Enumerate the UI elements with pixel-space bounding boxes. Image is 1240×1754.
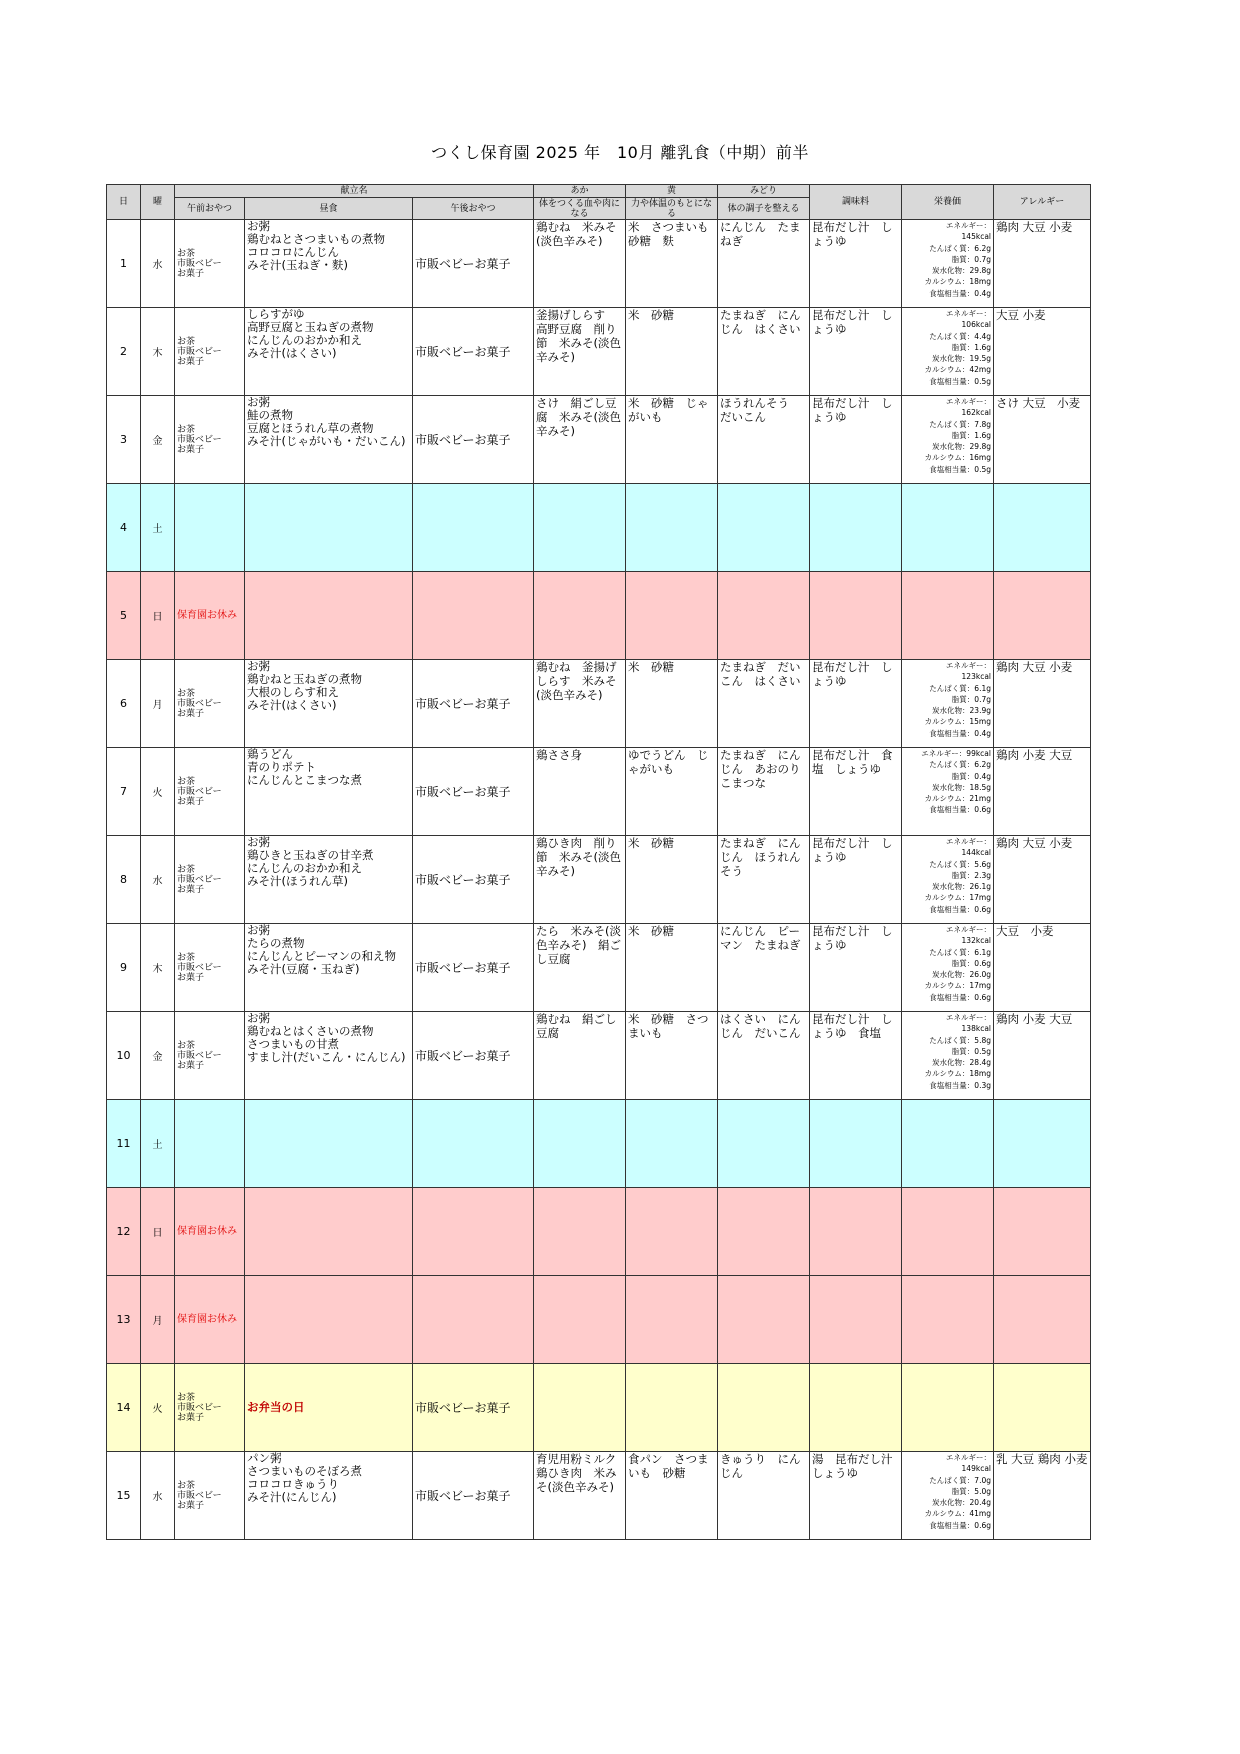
seasoning-cell: 昆布だし汁 しょうゆ (810, 308, 902, 396)
lunch-cell: お粥 たらの煮物 にんじんとピーマンの和え物 みそ汁(豆腐・玉ねぎ) (245, 924, 413, 1012)
yellow-group-cell: 米 砂糖 (626, 308, 718, 396)
header-red: あか (534, 185, 626, 198)
yellow-group-cell: 米 砂糖 じゃがいも (626, 396, 718, 484)
red-group-cell (534, 1276, 626, 1364)
weekday-cell: 水 (141, 1452, 175, 1540)
green-group-cell: にんじん たまねぎ (718, 220, 810, 308)
table-row (107, 1452, 1091, 1540)
header-afternoon-snack: 午後おやつ (413, 198, 534, 220)
lunch-cell (245, 1364, 413, 1452)
table-row (107, 1188, 1091, 1276)
weekday-cell: 金 (141, 396, 175, 484)
afternoon-snack-cell: 市販ベビーお菓子 (413, 836, 534, 924)
seasoning-cell (810, 572, 902, 660)
header-green: みどり (718, 185, 810, 198)
seasoning-cell: 昆布だし汁 しょうゆ (810, 220, 902, 308)
yellow-group-cell (626, 572, 718, 660)
table-row (107, 748, 1091, 836)
seasoning-cell (810, 1188, 902, 1276)
day-cell: 15 (107, 1452, 141, 1540)
seasoning-cell (810, 1276, 902, 1364)
green-group-cell: にんじん ピーマン たまねぎ (718, 924, 810, 1012)
morning-snack-cell (175, 484, 245, 572)
morning-snack-cell (175, 1276, 245, 1364)
table-row (107, 924, 1091, 1012)
red-group-cell (534, 572, 626, 660)
weekday-cell: 水 (141, 836, 175, 924)
lunch-cell: しらすがゆ 高野豆腐と玉ねぎの煮物 にんじんのおかか和え みそ汁(はくさい) (245, 308, 413, 396)
green-group-cell (718, 1364, 810, 1452)
day-cell: 12 (107, 1188, 141, 1276)
lunch-cell: お粥 鶏ひきと玉ねぎの甘辛煮 にんじんのおかか和え みそ汁(ほうれん草) (245, 836, 413, 924)
header-day: 日 (107, 185, 141, 220)
lunch-cell (245, 572, 413, 660)
table-row (107, 308, 1091, 396)
yellow-group-cell (626, 1364, 718, 1452)
day-cell: 13 (107, 1276, 141, 1364)
table-row (107, 1364, 1091, 1452)
table-row (107, 1100, 1091, 1188)
table-row (107, 836, 1091, 924)
afternoon-snack-cell (413, 572, 534, 660)
lunch-cell (245, 1276, 413, 1364)
day-cell: 7 (107, 748, 141, 836)
morning-snack-cell: お茶 市販ベビー お菓子 (175, 220, 245, 308)
menu-table (106, 184, 1091, 1540)
page-title: つくし保育園 2025 年 10月 離乳食（中期）前半 (431, 143, 809, 162)
afternoon-snack-cell: 市販ベビーお菓子 (413, 396, 534, 484)
allergy-cell: 鶏肉 大豆 小麦 (994, 836, 1091, 924)
allergy-cell: 鶏肉 小麦 大豆 (994, 1012, 1091, 1100)
yellow-group-cell: 米 砂糖 さつまいも (626, 1012, 718, 1100)
nutrition-cell: エネルギー： 132kcal たんぱく質：6.1g 脂質：0.6g 炭水化物：26.0g カルシウム：17mg 食塩相当量：0.6g (902, 924, 994, 1012)
morning-snack-cell: お茶 市販ベビー お菓子 (175, 1012, 245, 1100)
day-cell: 8 (107, 836, 141, 924)
yellow-group-cell (626, 1100, 718, 1188)
allergy-cell (994, 484, 1091, 572)
afternoon-snack-cell: 市販ベビーお菓子 (413, 1452, 534, 1540)
red-group-cell (534, 484, 626, 572)
allergy-cell (994, 1364, 1091, 1452)
lunch-cell: パン粥 さつまいものそぼろ煮 コロコロきゅうり みそ汁(にんじん) (245, 1452, 413, 1540)
yellow-group-cell: 米 さつまいも 砂糖 麩 (626, 220, 718, 308)
seasoning-cell: 昆布だし汁 しょうゆ (810, 836, 902, 924)
afternoon-snack-cell: 市販ベビーお菓子 (413, 660, 534, 748)
nutrition-cell: エネルギー： 138kcal たんぱく質：5.8g 脂質：0.5g 炭水化物：28.4g カルシウム：18mg 食塩相当量：0.3g (902, 1012, 994, 1100)
weekday-cell: 月 (141, 1276, 175, 1364)
afternoon-snack-cell: 市販ベビーお菓子 (413, 748, 534, 836)
weekday-cell: 木 (141, 924, 175, 1012)
green-group-cell: はくさい にんじん だいこん (718, 1012, 810, 1100)
yellow-group-cell: 米 砂糖 (626, 660, 718, 748)
nutrition-cell: エネルギー： 106kcal たんぱく質：4.4g 脂質：1.6g 炭水化物：19.5g カルシウム：42mg 食塩相当量：0.5g (902, 308, 994, 396)
header-green-sub: 体の調子を整える (718, 198, 810, 220)
bento-day-label: お弁当の日 (247, 1400, 305, 1414)
weekday-cell: 木 (141, 308, 175, 396)
morning-snack-cell: お茶 市販ベビー お菓子 (175, 308, 245, 396)
seasoning-cell: 昆布だし汁 しょうゆ 食塩 (810, 1012, 902, 1100)
green-group-cell (718, 572, 810, 660)
green-group-cell (718, 484, 810, 572)
weekday-cell: 火 (141, 748, 175, 836)
allergy-cell (994, 1276, 1091, 1364)
table-row (107, 220, 1091, 308)
seasoning-cell: 昆布だし汁 しょうゆ (810, 396, 902, 484)
nutrition-cell: エネルギー： 144kcal たんぱく質：5.6g 脂質：2.3g 炭水化物：26.1g カルシウム：17mg 食塩相当量：0.6g (902, 836, 994, 924)
day-cell: 2 (107, 308, 141, 396)
day-cell: 11 (107, 1100, 141, 1188)
red-group-cell (534, 1364, 626, 1452)
lunch-cell (245, 484, 413, 572)
seasoning-cell: 昆布だし汁 しょうゆ (810, 924, 902, 1012)
nutrition-cell: エネルギー： 123kcal たんぱく質：6.1g 脂質：0.7g 炭水化物：23.9g カルシウム：15mg 食塩相当量：0.4g (902, 660, 994, 748)
day-cell: 3 (107, 396, 141, 484)
table-row (107, 484, 1091, 572)
afternoon-snack-cell: 市販ベビーお菓子 (413, 1012, 534, 1100)
allergy-cell (994, 1188, 1091, 1276)
green-group-cell: たまねぎ にんじん あおのり こまつな (718, 748, 810, 836)
nutrition-cell (902, 1100, 994, 1188)
morning-snack-cell (175, 1100, 245, 1188)
nutrition-cell (902, 1364, 994, 1452)
morning-snack-cell: お茶 市販ベビー お菓子 (175, 660, 245, 748)
green-group-cell: たまねぎ にんじん はくさい (718, 308, 810, 396)
afternoon-snack-cell (413, 484, 534, 572)
header-nutrition: 栄養価 (902, 185, 994, 220)
header-morning-snack: 午前おやつ (175, 198, 245, 220)
allergy-cell: 乳 大豆 鶏肉 小麦 (994, 1452, 1091, 1540)
morning-snack-cell: お茶 市販ベビー お菓子 (175, 1452, 245, 1540)
header-yellow-sub: 力や体温のもとになる (626, 198, 718, 220)
green-group-cell: きゅうり にんじん (718, 1452, 810, 1540)
green-group-cell: ほうれんそう だいこん (718, 396, 810, 484)
yellow-group-cell (626, 1276, 718, 1364)
day-cell: 10 (107, 1012, 141, 1100)
yellow-group-cell: ゆでうどん じゃがいも (626, 748, 718, 836)
header-red-sub: 体をつくる血や肉になる (534, 198, 626, 220)
header-lunch: 昼食 (245, 198, 413, 220)
afternoon-snack-cell: 市販ベビーお菓子 (413, 220, 534, 308)
allergy-cell: 大豆 小麦 (994, 924, 1091, 1012)
afternoon-snack-cell (413, 1100, 534, 1188)
header-yellow: 黄 (626, 185, 718, 198)
yellow-group-cell: 食パン さつまいも 砂糖 (626, 1452, 718, 1540)
header-menu-group: 献立名 (175, 185, 534, 198)
red-group-cell (534, 1188, 626, 1276)
seasoning-cell (810, 484, 902, 572)
nutrition-cell: エネルギー： 149kcal たんぱく質：7.0g 脂質：5.0g 炭水化物：20.4g カルシウム：41mg 食塩相当量：0.6g (902, 1452, 994, 1540)
red-group-cell: 釜揚げしらす 高野豆腐 削り節 米みそ(淡色辛みそ) (534, 308, 626, 396)
nutrition-cell (902, 572, 994, 660)
holiday-note: 保育園お休み (177, 1225, 237, 1237)
nutrition-cell: エネルギー： 162kcal たんぱく質：7.8g 脂質：1.6g 炭水化物：29.8g カルシウム：16mg 食塩相当量：0.5g (902, 396, 994, 484)
yellow-group-cell: 米 砂糖 (626, 836, 718, 924)
lunch-cell: 鶏うどん 青のりポテト にんじんとこまつな煮 (245, 748, 413, 836)
morning-snack-cell: お茶 市販ベビー お菓子 (175, 748, 245, 836)
red-group-cell: 鶏ひき肉 削り節 米みそ(淡色辛みそ) (534, 836, 626, 924)
red-group-cell: たら 米みそ(淡色辛みそ) 絹ごし豆腐 (534, 924, 626, 1012)
red-group-cell: さけ 絹ごし豆腐 米みそ(淡色辛みそ) (534, 396, 626, 484)
table-row (107, 1012, 1091, 1100)
weekday-cell: 火 (141, 1364, 175, 1452)
seasoning-cell (810, 1364, 902, 1452)
afternoon-snack-cell: 市販ベビーお菓子 (413, 308, 534, 396)
day-cell: 6 (107, 660, 141, 748)
seasoning-cell: 昆布だし汁 しょうゆ (810, 660, 902, 748)
allergy-cell: 鶏肉 小麦 大豆 (994, 748, 1091, 836)
weekday-cell: 日 (141, 1188, 175, 1276)
weekday-cell: 土 (141, 1100, 175, 1188)
yellow-group-cell (626, 1188, 718, 1276)
lunch-cell: お粥 鶏むねとはくさいの煮物 さつまいもの甘煮 すまし汁(だいこん・にんじん) (245, 1012, 413, 1100)
morning-snack-cell: お茶 市販ベビー お菓子 (175, 836, 245, 924)
afternoon-snack-cell (413, 1276, 534, 1364)
red-group-cell (534, 1100, 626, 1188)
allergy-cell: 鶏肉 大豆 小麦 (994, 220, 1091, 308)
morning-snack-cell (175, 1188, 245, 1276)
lunch-cell: お粥 鶏むねとさつまいもの煮物 コロコロにんじん みそ汁(玉ねぎ・麩) (245, 220, 413, 308)
day-cell: 5 (107, 572, 141, 660)
weekday-cell: 日 (141, 572, 175, 660)
seasoning-cell (810, 1100, 902, 1188)
afternoon-snack-cell (413, 1188, 534, 1276)
green-group-cell (718, 1188, 810, 1276)
green-group-cell: たまねぎ だいこん はくさい (718, 660, 810, 748)
weekday-cell: 月 (141, 660, 175, 748)
allergy-cell: さけ 大豆 小麦 (994, 396, 1091, 484)
nutrition-cell (902, 1188, 994, 1276)
header-seasoning: 調味料 (810, 185, 902, 220)
nutrition-cell (902, 484, 994, 572)
afternoon-snack-cell: 市販ベビーお菓子 (413, 1364, 534, 1452)
allergy-cell (994, 1100, 1091, 1188)
day-cell: 14 (107, 1364, 141, 1452)
red-group-cell: 鶏むね 米みそ(淡色辛みそ) (534, 220, 626, 308)
lunch-cell: お粥 鶏むねと玉ねぎの煮物 大根のしらす和え みそ汁(はくさい) (245, 660, 413, 748)
day-cell: 4 (107, 484, 141, 572)
holiday-note: 保育園お休み (177, 1313, 237, 1325)
lunch-cell: お粥 鮭の煮物 豆腐とほうれん草の煮物 みそ汁(じゃがいも・だいこん) (245, 396, 413, 484)
morning-snack-cell: お茶 市販ベビー お菓子 (175, 924, 245, 1012)
allergy-cell (994, 572, 1091, 660)
table-row (107, 660, 1091, 748)
seasoning-cell: 湯 昆布だし汁 しょうゆ (810, 1452, 902, 1540)
red-group-cell: 鶏むね 釜揚げしらす 米みそ(淡色辛みそ) (534, 660, 626, 748)
morning-snack-cell (175, 572, 245, 660)
red-group-cell: 鶏むね 絹ごし豆腐 (534, 1012, 626, 1100)
green-group-cell: たまねぎ にんじん ほうれんそう (718, 836, 810, 924)
table-row (107, 1276, 1091, 1364)
afternoon-snack-cell: 市販ベビーお菓子 (413, 924, 534, 1012)
day-cell: 9 (107, 924, 141, 1012)
lunch-cell (245, 1188, 413, 1276)
lunch-cell (245, 1100, 413, 1188)
table-row (107, 572, 1091, 660)
weekday-cell: 水 (141, 220, 175, 308)
yellow-group-cell (626, 484, 718, 572)
nutrition-cell: エネルギー： 145kcal たんぱく質：6.2g 脂質：0.7g 炭水化物：29.8g カルシウム：18mg 食塩相当量：0.4g (902, 220, 994, 308)
green-group-cell (718, 1100, 810, 1188)
seasoning-cell: 昆布だし汁 食塩 しょうゆ (810, 748, 902, 836)
red-group-cell: 育児用粉ミルク 鶏ひき肉 米みそ(淡色辛みそ) (534, 1452, 626, 1540)
day-cell: 1 (107, 220, 141, 308)
table-row (107, 396, 1091, 484)
morning-snack-cell: お茶 市販ベビー お菓子 (175, 1364, 245, 1452)
holiday-note: 保育園お休み (177, 609, 237, 621)
red-group-cell: 鶏ささ身 (534, 748, 626, 836)
allergy-cell: 大豆 小麦 (994, 308, 1091, 396)
nutrition-cell (902, 1276, 994, 1364)
weekday-cell: 土 (141, 484, 175, 572)
header-dow: 曜 (141, 185, 175, 220)
green-group-cell (718, 1276, 810, 1364)
header-allergy: アレルギー (994, 185, 1091, 220)
nutrition-cell: エネルギー：99kcal たんぱく質：6.2g 脂質：0.4g 炭水化物：18.5g カルシウム：21mg 食塩相当量：0.6g (902, 748, 994, 836)
weekday-cell: 金 (141, 1012, 175, 1100)
menu-body (107, 220, 1091, 1540)
morning-snack-cell: お茶 市販ベビー お菓子 (175, 396, 245, 484)
allergy-cell: 鶏肉 大豆 小麦 (994, 660, 1091, 748)
yellow-group-cell: 米 砂糖 (626, 924, 718, 1012)
